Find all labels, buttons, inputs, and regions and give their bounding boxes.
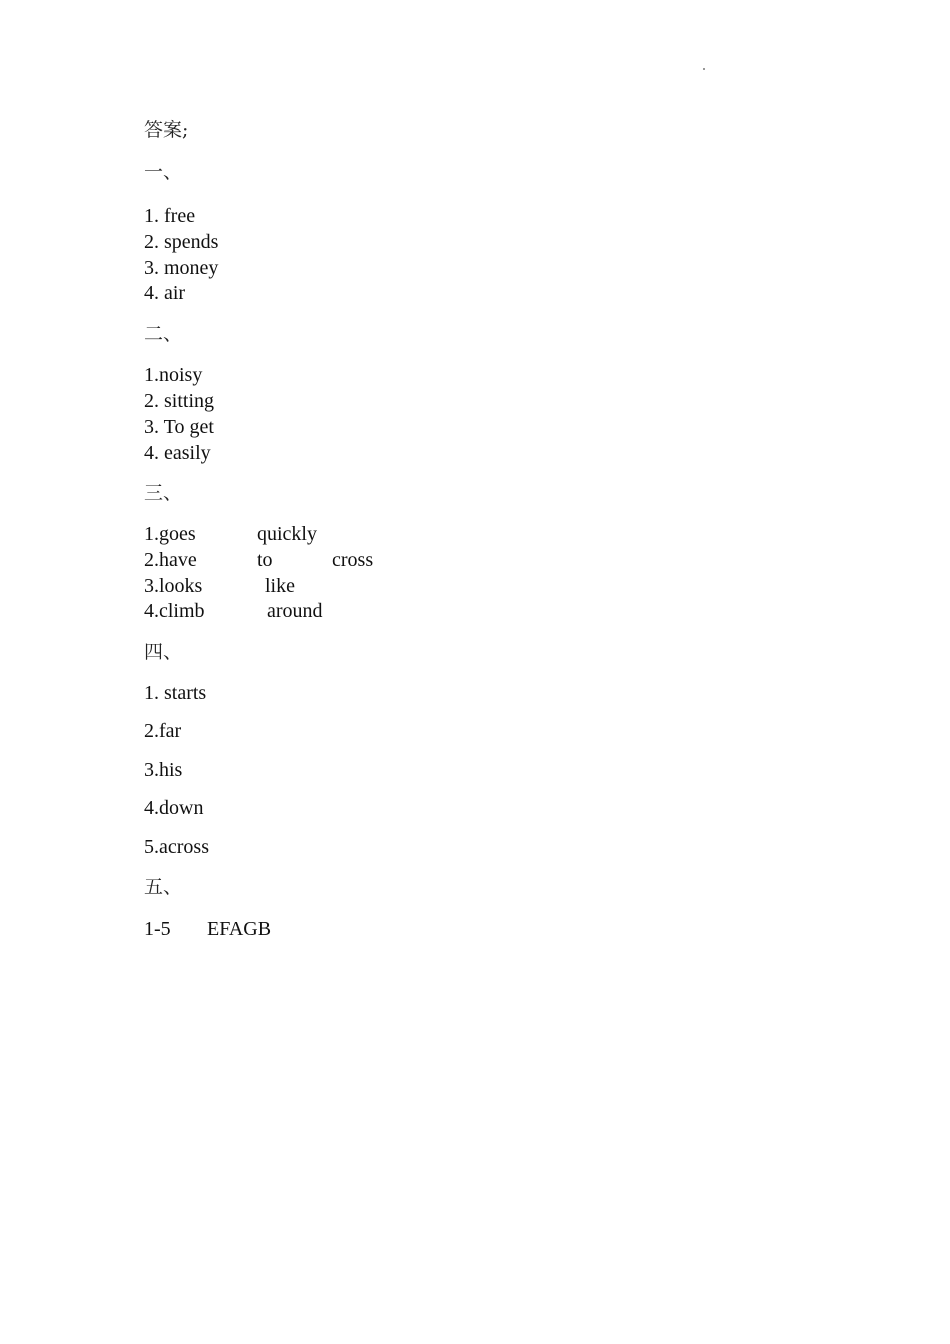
answer-item: 4. air (144, 282, 186, 304)
section-heading-3: 三、 (144, 482, 183, 504)
section-heading-4: 四、 (144, 641, 183, 663)
answer-item: 3. To get (144, 416, 214, 438)
answer-item: 2.far (144, 720, 182, 742)
answer-word: 3.looks (144, 575, 203, 597)
answer-word: quickly (257, 523, 317, 545)
section-heading-5: 五、 (144, 876, 183, 898)
answer-item: 3.his (144, 759, 183, 781)
answer-word: 4.climb (144, 600, 205, 622)
answer-item: 2. sitting (144, 390, 215, 412)
answer-row (144, 916, 272, 1020)
answer-title: 答案; (144, 119, 189, 141)
answer-item: 1. free (144, 205, 196, 227)
answer-item: 1. starts (144, 682, 207, 704)
answer-item: 2. spends (144, 231, 219, 253)
answer-word: cross (332, 549, 374, 571)
answer-item: 5.across (144, 836, 209, 858)
answer-word: 1.goes (144, 523, 196, 545)
section-heading-2: 二、 (144, 323, 183, 345)
answer-item: 1.noisy (144, 364, 203, 386)
answer-item: 3. money (144, 257, 219, 279)
answer-word: 2.have (144, 549, 197, 571)
page-dot-mark (703, 68, 705, 70)
answer-range: 1-5 (144, 918, 171, 940)
answer-word: to (257, 549, 273, 571)
answer-item: 4.down (144, 797, 204, 819)
answer-value: EFAGB (207, 918, 272, 940)
answer-item: 4. easily (144, 442, 211, 464)
answer-word: like (265, 575, 295, 597)
answer-word: around (267, 600, 323, 622)
section-heading-1: 一、 (144, 161, 183, 183)
